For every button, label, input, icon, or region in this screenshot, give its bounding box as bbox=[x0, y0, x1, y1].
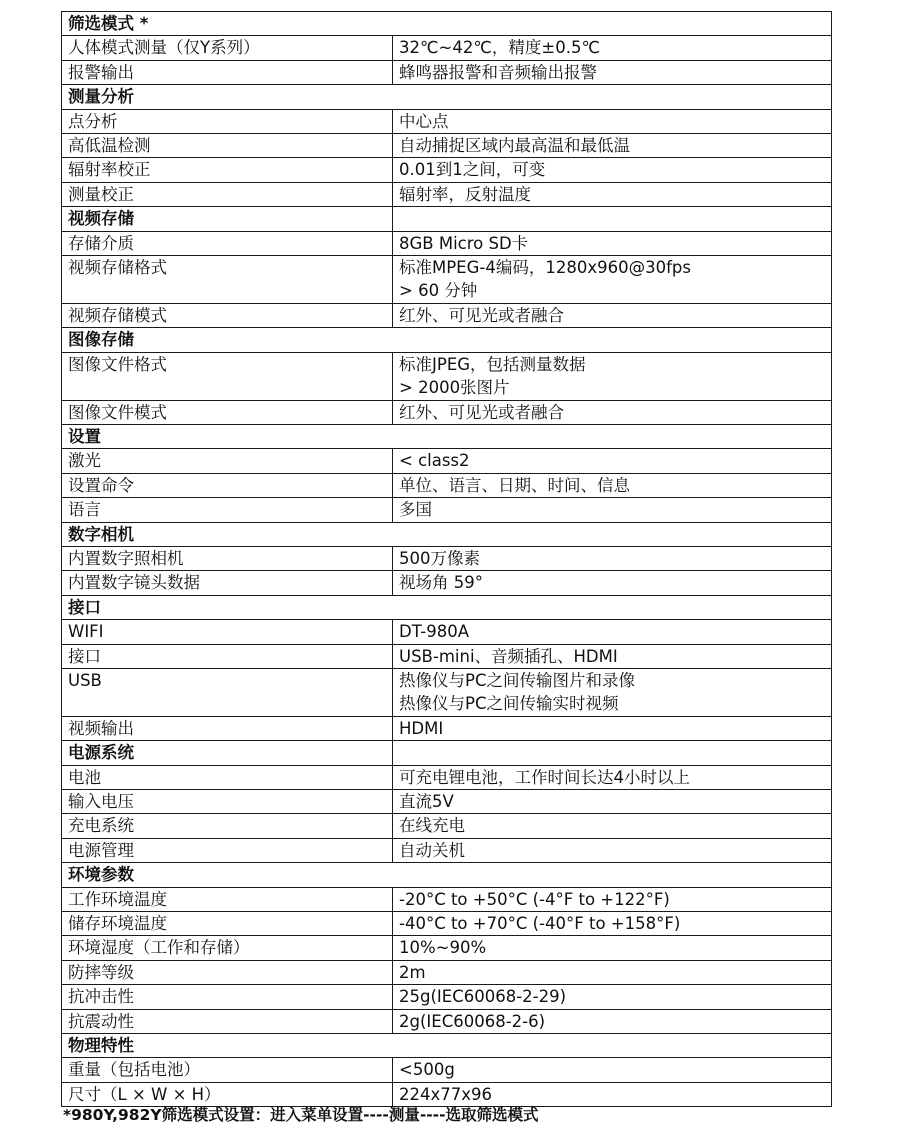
spec-row bbox=[62, 400, 832, 424]
spec-value bbox=[393, 473, 832, 497]
spec-value-line: 在线充电 bbox=[399, 816, 465, 836]
section-header-row bbox=[62, 741, 832, 765]
spec-value bbox=[393, 231, 832, 255]
spec-value bbox=[393, 644, 832, 668]
spec-label: 接口 bbox=[62, 644, 393, 668]
spec-value bbox=[393, 960, 832, 984]
section-header-row bbox=[62, 12, 832, 36]
spec-value-line: 红外、可见光或者融合 bbox=[399, 305, 564, 325]
spec-value-line: 32℃~42℃，精度±0.5℃ bbox=[399, 38, 600, 58]
spec-label: 图像文件模式 bbox=[62, 400, 393, 424]
spec-label: 报警输出 bbox=[62, 60, 393, 84]
section-title: 筛选模式 * bbox=[62, 12, 832, 36]
spec-value-line: 0.01到1之间，可变 bbox=[399, 160, 546, 180]
section-title: 视频存储 bbox=[62, 207, 393, 231]
spec-value bbox=[393, 1009, 832, 1033]
spec-value-line: 2g(IEC60068-2-6) bbox=[399, 1011, 546, 1031]
spec-row bbox=[62, 109, 832, 133]
section-title: 图像存储 bbox=[62, 328, 832, 352]
spec-value-line: 单位、语言、日期、时间、信息 bbox=[399, 475, 630, 495]
spec-value bbox=[393, 546, 832, 570]
spec-value-line: USB-mini、音频插孔、HDMI bbox=[399, 646, 618, 666]
section-header-row bbox=[62, 328, 832, 352]
spec-value-line: 辐射率，反射温度 bbox=[399, 184, 531, 204]
section-header-row bbox=[62, 522, 832, 546]
spec-label: 抗冲击性 bbox=[62, 985, 393, 1009]
spec-label: 内置数字镜头数据 bbox=[62, 571, 393, 595]
spec-value bbox=[393, 814, 832, 838]
spec-value-line: 224x77x96 bbox=[399, 1084, 493, 1104]
spec-row bbox=[62, 814, 832, 838]
spec-row bbox=[62, 887, 832, 911]
spec-label: USB bbox=[62, 668, 393, 716]
spec-row bbox=[62, 182, 832, 206]
spec-value bbox=[393, 134, 832, 158]
spec-value bbox=[393, 60, 832, 84]
spec-label: 输入电压 bbox=[62, 790, 393, 814]
spec-value bbox=[393, 620, 832, 644]
spec-row bbox=[62, 1058, 832, 1082]
spec-row bbox=[62, 303, 832, 327]
spec-label: 内置数字照相机 bbox=[62, 546, 393, 570]
spec-value bbox=[393, 571, 832, 595]
spec-label: 语言 bbox=[62, 498, 393, 522]
spec-row bbox=[62, 765, 832, 789]
spec-label: 视频输出 bbox=[62, 716, 393, 740]
spec-label: 储存环境温度 bbox=[62, 912, 393, 936]
spec-row bbox=[62, 158, 832, 182]
spec-row bbox=[62, 668, 832, 716]
section-title: 设置 bbox=[62, 424, 832, 448]
spec-value bbox=[393, 256, 832, 304]
spec-value-line: <500g bbox=[399, 1060, 455, 1080]
section-header-row bbox=[62, 595, 832, 619]
spec-label: 辐射率校正 bbox=[62, 158, 393, 182]
spec-value bbox=[393, 790, 832, 814]
spec-row bbox=[62, 1009, 832, 1033]
spec-value-line: -20°C to +50°C (-4°F to +122°F) bbox=[399, 889, 670, 909]
spec-value bbox=[393, 1058, 832, 1082]
section-header-row bbox=[62, 1034, 832, 1058]
section-title: 电源系统 bbox=[62, 741, 393, 765]
spec-value-line: HDMI bbox=[399, 718, 444, 738]
spec-value bbox=[393, 912, 832, 936]
spec-row bbox=[62, 134, 832, 158]
spec-row bbox=[62, 546, 832, 570]
spec-value bbox=[393, 887, 832, 911]
spec-value bbox=[393, 668, 832, 716]
spec-label: 高低温检测 bbox=[62, 134, 393, 158]
spec-value-line: 2m bbox=[399, 962, 426, 982]
spec-table bbox=[61, 11, 832, 1107]
section-title: 物理特性 bbox=[62, 1034, 832, 1058]
spec-row bbox=[62, 620, 832, 644]
spec-row bbox=[62, 352, 832, 400]
spec-label: 充电系统 bbox=[62, 814, 393, 838]
spec-row bbox=[62, 498, 832, 522]
footnote: *980Y,982Y筛选模式设置：进入菜单设置----测量----选取筛选模式 bbox=[63, 1106, 539, 1124]
spec-value-line: > 60 分钟 bbox=[399, 281, 478, 301]
section-header-row bbox=[62, 207, 832, 231]
spec-row bbox=[62, 936, 832, 960]
spec-label: 工作环境温度 bbox=[62, 887, 393, 911]
spec-value-line: 多国 bbox=[399, 500, 432, 520]
spec-row bbox=[62, 838, 832, 862]
spec-label: 尺寸（L × W × H） bbox=[62, 1082, 393, 1106]
spec-row bbox=[62, 449, 832, 473]
spec-value-line: 自动捕捉区域内最高温和最低温 bbox=[399, 136, 630, 156]
spec-row bbox=[62, 960, 832, 984]
spec-label: 电源管理 bbox=[62, 838, 393, 862]
spec-value bbox=[393, 449, 832, 473]
spec-row bbox=[62, 36, 832, 60]
spec-row bbox=[62, 985, 832, 1009]
spec-row bbox=[62, 571, 832, 595]
spec-value bbox=[393, 303, 832, 327]
spec-value-line: 热像仪与PC之间传输图片和录像 bbox=[399, 670, 635, 690]
section-title: 测量分析 bbox=[62, 85, 832, 109]
spec-label: 防摔等级 bbox=[62, 960, 393, 984]
spec-label: 测量校正 bbox=[62, 182, 393, 206]
spec-label: 环境湿度（工作和存储） bbox=[62, 936, 393, 960]
spec-label: 激光 bbox=[62, 449, 393, 473]
spec-value bbox=[393, 158, 832, 182]
spec-label: 电池 bbox=[62, 765, 393, 789]
section-header-row bbox=[62, 424, 832, 448]
spec-row bbox=[62, 60, 832, 84]
spec-value-line: 500万像素 bbox=[399, 548, 480, 568]
spec-value-line: 标准MPEG-4编码，1280x960@30fps bbox=[399, 258, 691, 278]
spec-label: 视频存储格式 bbox=[62, 256, 393, 304]
spec-row bbox=[62, 790, 832, 814]
spec-value bbox=[393, 36, 832, 60]
section-empty-cell bbox=[393, 741, 832, 765]
spec-label: 重量（包括电池） bbox=[62, 1058, 393, 1082]
spec-label: 设置命令 bbox=[62, 473, 393, 497]
spec-label: 人体模式测量（仅Y系列） bbox=[62, 36, 393, 60]
spec-value-line: < class2 bbox=[399, 451, 470, 471]
spec-value bbox=[393, 838, 832, 862]
spec-value-line: 蜂鸣器报警和音频输出报警 bbox=[399, 62, 597, 82]
spec-label: 视频存储模式 bbox=[62, 303, 393, 327]
spec-value-line: 红外、可见光或者融合 bbox=[399, 402, 564, 422]
section-title: 接口 bbox=[62, 595, 832, 619]
spec-row bbox=[62, 912, 832, 936]
spec-label: 点分析 bbox=[62, 109, 393, 133]
spec-row bbox=[62, 473, 832, 497]
spec-row bbox=[62, 716, 832, 740]
spec-value bbox=[393, 936, 832, 960]
spec-value-line: 中心点 bbox=[399, 111, 449, 131]
section-header-row bbox=[62, 863, 832, 887]
spec-value-line: 可充电锂电池，工作时间长达4小时以上 bbox=[399, 767, 690, 787]
spec-value-line: 热像仪与PC之间传输实时视频 bbox=[399, 694, 619, 714]
spec-value-line: > 2000张图片 bbox=[399, 378, 510, 398]
spec-value-line: 标准JPEG，包括测量数据 bbox=[399, 354, 586, 374]
section-header-row bbox=[62, 85, 832, 109]
section-title: 环境参数 bbox=[62, 863, 832, 887]
spec-label: 图像文件格式 bbox=[62, 352, 393, 400]
spec-value bbox=[393, 400, 832, 424]
spec-value bbox=[393, 352, 832, 400]
spec-value bbox=[393, 182, 832, 206]
spec-value bbox=[393, 716, 832, 740]
section-title: 数字相机 bbox=[62, 522, 832, 546]
spec-value-line: DT-980A bbox=[399, 622, 470, 642]
spec-value bbox=[393, 498, 832, 522]
spec-row bbox=[62, 256, 832, 304]
spec-label: 存储介质 bbox=[62, 231, 393, 255]
spec-value-line: 25g(IEC60068-2-29) bbox=[399, 987, 567, 1007]
spec-row bbox=[62, 231, 832, 255]
spec-value-line: 视场角 59° bbox=[399, 573, 483, 593]
spec-value-line: 8GB Micro SD卡 bbox=[399, 233, 529, 253]
spec-value bbox=[393, 985, 832, 1009]
spec-value-line: 自动关机 bbox=[399, 840, 465, 860]
section-empty-cell bbox=[393, 207, 832, 231]
spec-label: 抗震动性 bbox=[62, 1009, 393, 1033]
spec-value-line: -40°C to +70°C (-40°F to +158°F) bbox=[399, 914, 681, 934]
spec-value bbox=[393, 765, 832, 789]
spec-value-line: 直流5V bbox=[399, 792, 454, 811]
spec-row bbox=[62, 644, 832, 668]
spec-value-line: 10%~90% bbox=[399, 938, 487, 958]
spec-label: WIFI bbox=[62, 620, 393, 644]
spec-value bbox=[393, 109, 832, 133]
